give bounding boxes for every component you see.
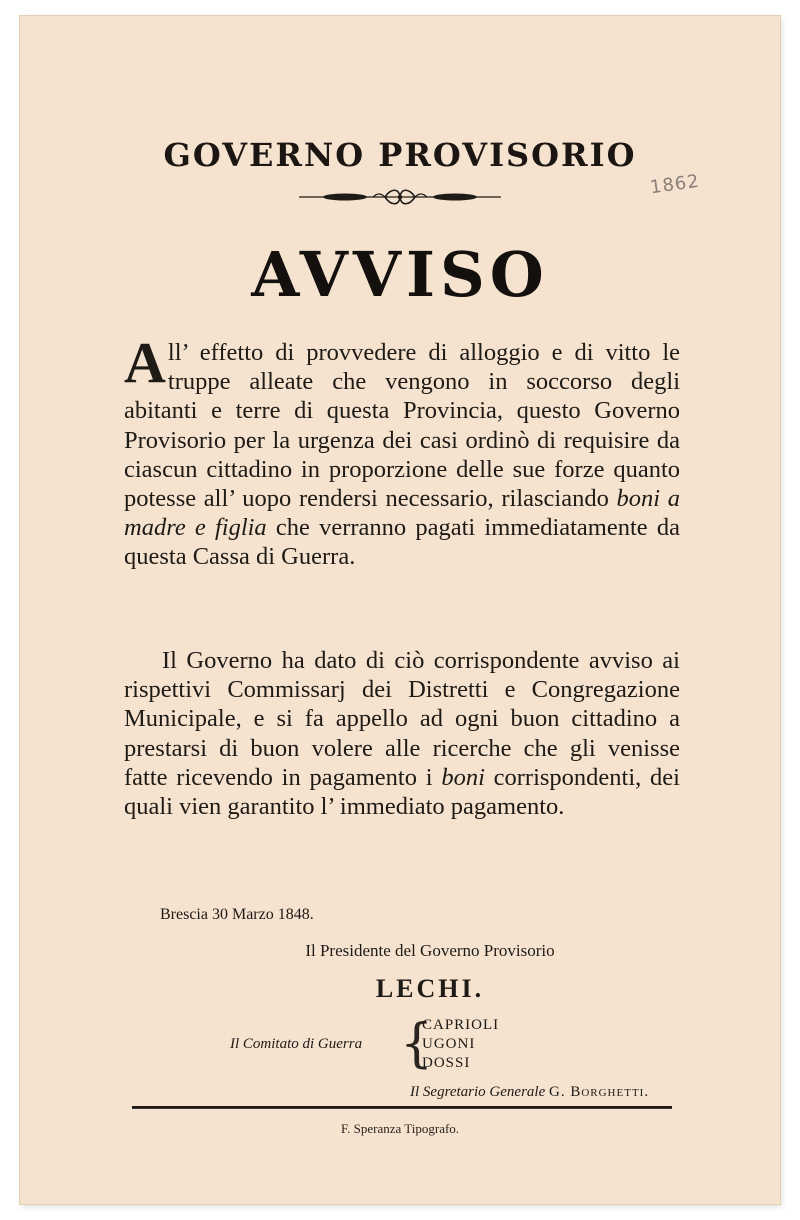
date-line: Brescia 30 Marzo 1848. — [160, 906, 314, 923]
footer-rule — [132, 1106, 672, 1109]
committee-member: UGONI — [422, 1036, 476, 1052]
paragraph1-text-a: ll’ effetto di provvedere di alloggio e di vitto le truppe alleate che vengono in soccorso degli abitanti e terre di questa Provincia, questo Governo Provisorio per la urgenza dei casi ordinò di requisire da ciascun cittadino in proporzione delle sue forze quanto potesse all’ uopo rendersi necessario, rilasciando — [124, 339, 680, 513]
ornament-divider-icon — [295, 186, 505, 208]
committee-member: DOSSI — [422, 1055, 471, 1071]
paragraph1-italic: boni a madre e figlia — [124, 485, 680, 542]
paragraph2-text-a: Il Governo ha dato di ciò corrispondente avviso ai rispettivi Commissarj dei Distretti e Congregazione Municipale, e si fa appello ad ogni buon cittadino a prestarsi di buon volere alle ricerche che gli venisse fatte ricevendo in pagamento i — [124, 647, 680, 791]
paragraph-appeal — [124, 646, 680, 821]
president-title: Il Presidente del Governo Provisorio — [305, 941, 555, 960]
committee-members — [422, 1016, 499, 1073]
committee-label: Il Comitato di Guerra — [230, 1036, 363, 1052]
secretary-title: Il Segretario Generale — [410, 1084, 546, 1100]
poster-sheet — [20, 16, 780, 1204]
secretary-name: G. Borghetti. — [549, 1084, 650, 1100]
paragraph2-italic: boni — [441, 763, 485, 791]
notice-heading: AVVISO — [251, 238, 549, 311]
pencil-year-annotation: 1862 — [648, 170, 702, 199]
government-title: GOVERNO PROVISORIO — [163, 136, 637, 174]
secretary-line — [410, 1084, 649, 1101]
president-name: LECHI. — [375, 974, 485, 1003]
war-committee-block — [230, 1016, 530, 1076]
brace-icon: { — [400, 1014, 434, 1074]
paragraph-requisition — [124, 330, 680, 572]
paragraph1-text-b: che verranno pagati immediatamente da questa Cassa di Guerra. — [124, 514, 680, 571]
committee-member: CAPRIOLI — [422, 1017, 500, 1033]
printer-credit: F. Speranza Tipografo. — [340, 1121, 460, 1136]
paragraph2-text-b: corrispondenti, dei quali vien garantito l’ immediato pagamento. — [124, 763, 680, 821]
drop-cap: A — [124, 330, 166, 395]
